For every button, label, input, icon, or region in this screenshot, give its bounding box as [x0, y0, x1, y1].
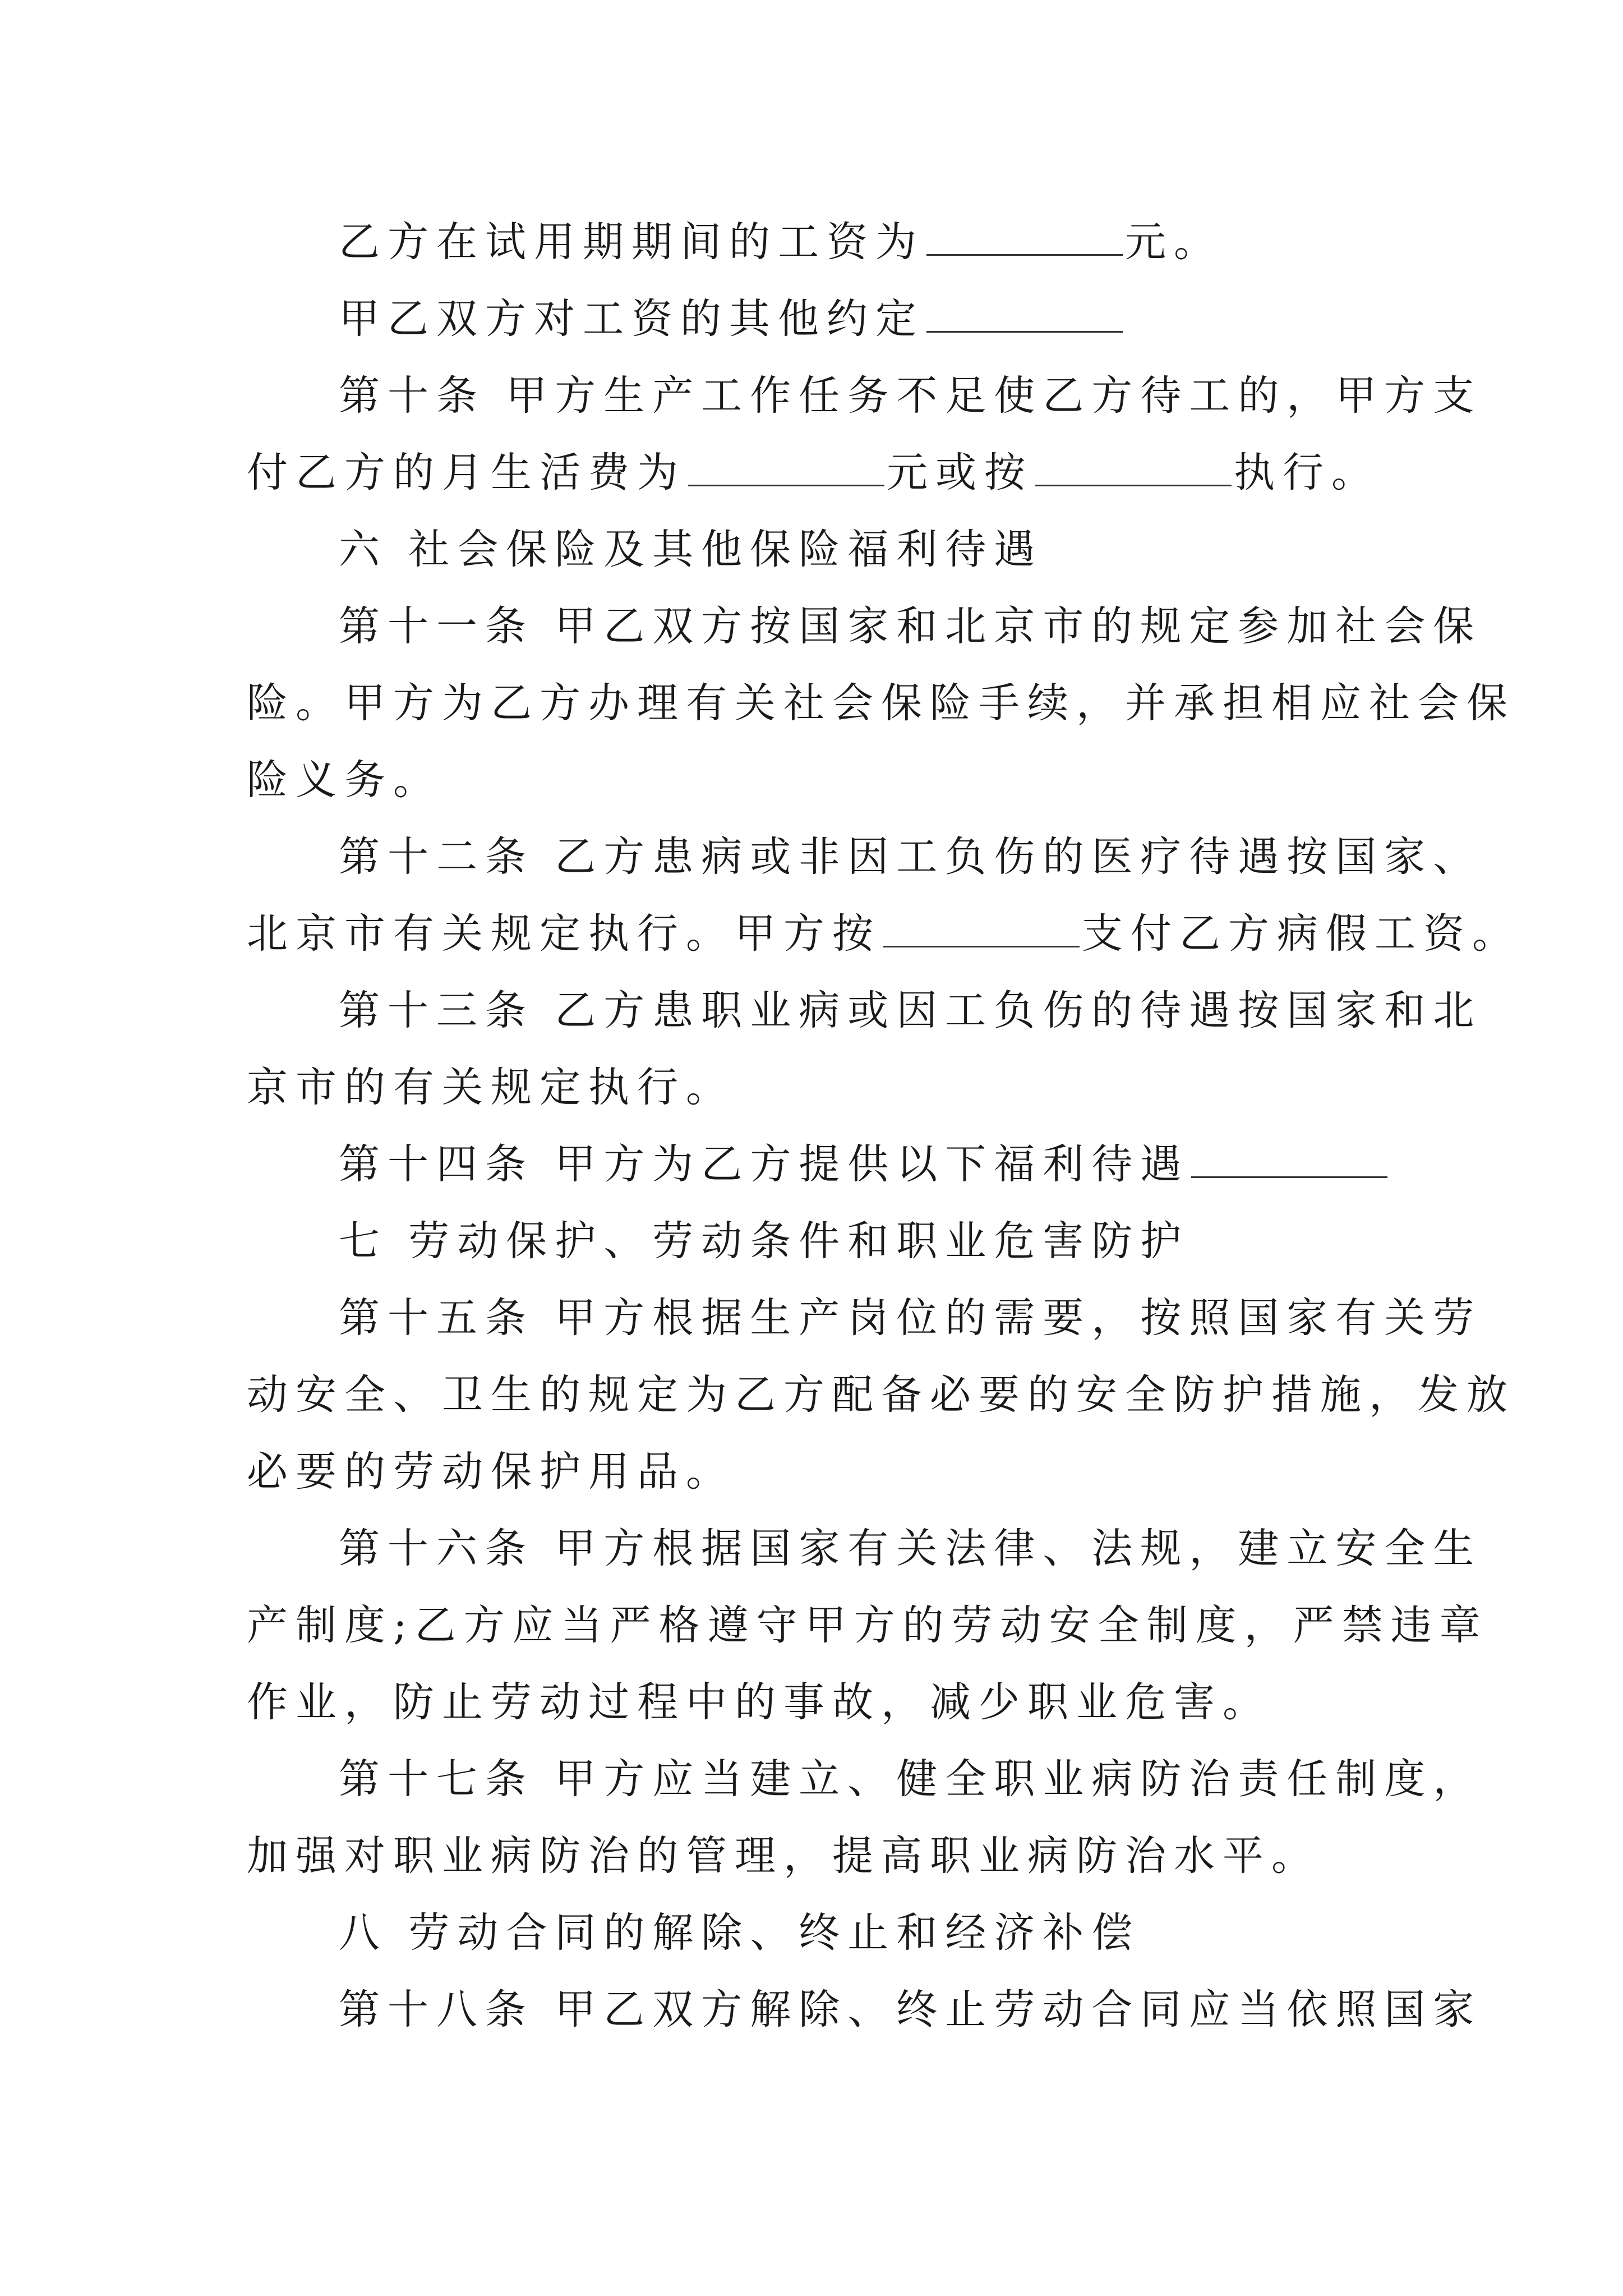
section-6-heading [339, 522, 1043, 578]
text-line [247, 1367, 1515, 1423]
section-8-heading [339, 1905, 1140, 1961]
article-15-heading [339, 1290, 1482, 1346]
text-segment: 必要的劳动保护用品。 [247, 1448, 735, 1496]
text-segment: 第十条 甲方生产工作任务不足使乙方待工的，甲方支 [339, 372, 1482, 420]
text-line [247, 1598, 1488, 1654]
text-line [247, 675, 1515, 731]
article-10-heading [339, 368, 1482, 424]
text-segment: 六 社会保险及其他保险福利待遇 [339, 526, 1043, 573]
text-segment: 第十八条 甲乙双方解除、终止劳动合同应当依照国家 [339, 1986, 1482, 2033]
text-segment: 第十一条 甲乙双方按国家和北京市的规定参加社会保 [339, 602, 1482, 650]
text-segment: 第十三条 乙方患职业病或因工负伤的待遇按国家和北 [339, 987, 1482, 1034]
text-segment: 执行。 [1234, 449, 1380, 496]
text-segment: 北京市有关规定执行。甲方按 [247, 910, 881, 958]
text-segment: 支付乙方病假工资。 [1082, 910, 1521, 958]
text-segment: 元。 [1125, 218, 1223, 266]
text-segment: 作业，防止劳动过程中的事故，减少职业危害。 [247, 1678, 1271, 1726]
text-segment: 产制度;乙方应当严格遵守甲方的劳动安全制度，严禁违章 [247, 1602, 1488, 1649]
text-segment: 付乙方的月生活费为 [247, 449, 686, 496]
text-segment: 七 劳动保护、劳动条件和职业危害防护 [339, 1217, 1189, 1265]
article-14-heading [339, 1137, 1390, 1193]
text-segment: 险义务。 [247, 756, 442, 804]
text-line [247, 445, 1380, 501]
text-segment: 第十六条 甲方根据国家有关法律、法规，建立安全生 [339, 1525, 1482, 1572]
text-line [247, 1060, 735, 1116]
text-segment: 京市的有关规定执行。 [247, 1064, 735, 1111]
text-line [247, 1674, 1271, 1731]
fill-in-blank [1035, 445, 1232, 486]
article-16-heading [339, 1521, 1482, 1577]
text-segment: 加强对职业病防治的管理，提高职业病防治水平。 [247, 1832, 1320, 1880]
article-11-heading [339, 599, 1482, 655]
fill-in-blank [883, 907, 1080, 947]
text-segment: 第十五条 甲方根据生产岗位的需要，按照国家有关劳 [339, 1294, 1482, 1342]
text-segment: 第十二条 乙方患病或非因工负伤的医疗待遇按国家、 [339, 833, 1482, 881]
fill-in-blank [926, 292, 1123, 333]
text-line [339, 291, 1125, 347]
text-line [339, 214, 1223, 270]
article-12-heading [339, 829, 1482, 885]
article-18-heading [339, 1982, 1482, 2038]
text-segment: 乙方在试用期期间的工资为 [339, 218, 924, 266]
fill-in-blank [1191, 1137, 1387, 1178]
text-line [247, 752, 442, 808]
text-segment: 第十七条 甲方应当建立、健全职业病防治责任制度， [339, 1755, 1482, 1803]
article-13-heading [339, 983, 1482, 1039]
text-segment: 险。甲方为乙方办理有关社会保险手续，并承担相应社会保 [247, 679, 1515, 727]
text-segment: 动安全、卫生的规定为乙方配备必要的安全防护措施，发放 [247, 1371, 1515, 1419]
text-segment: 第十四条 甲方为乙方提供以下福利待遇 [339, 1140, 1189, 1188]
text-segment: 甲乙双方对工资的其他约定 [339, 295, 924, 343]
text-line [247, 1444, 735, 1500]
section-7-heading [339, 1213, 1189, 1269]
text-segment: 八 劳动合同的解除、终止和经济补偿 [339, 1909, 1141, 1957]
text-line [247, 906, 1521, 962]
fill-in-blank [688, 445, 884, 486]
fill-in-blank [926, 215, 1123, 256]
text-line [247, 1828, 1320, 1884]
text-segment: 元或按 [887, 449, 1033, 496]
article-17-heading [339, 1751, 1482, 1807]
